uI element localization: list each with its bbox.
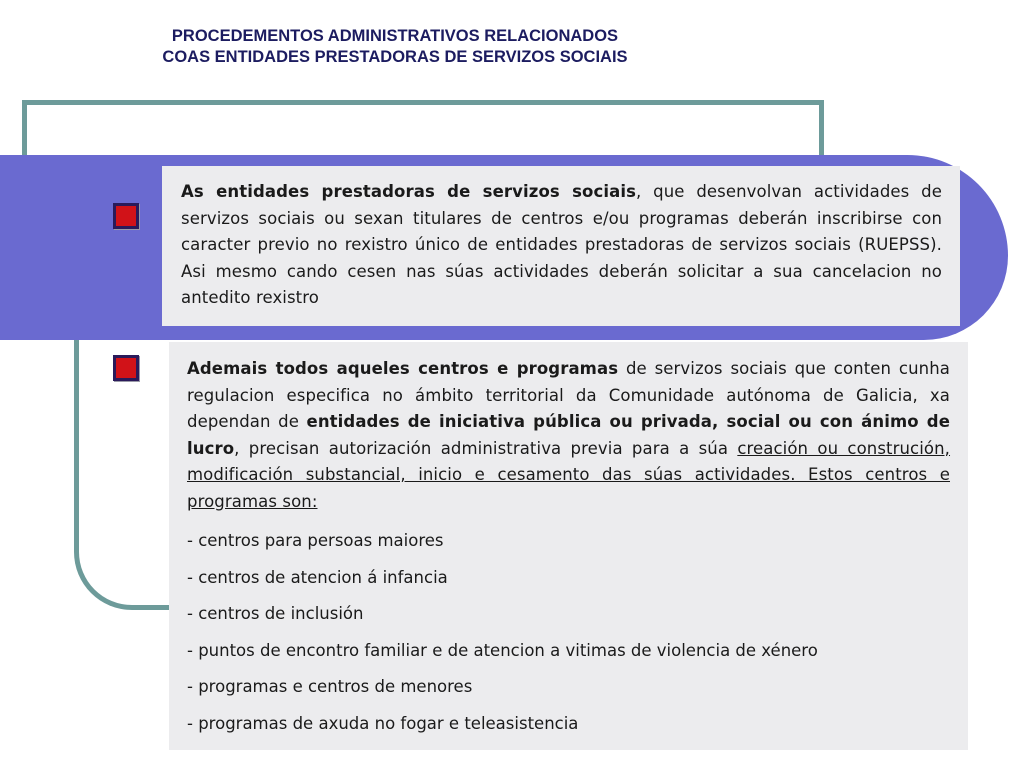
list-item: - centros de atencion á infancia xyxy=(187,567,448,587)
initiative-bold-text: entidades de iniciativa pública ou privada, social ou con ánimo de lucro xyxy=(187,412,950,458)
authorization-info-box xyxy=(169,342,968,750)
registration-info-box xyxy=(162,166,960,326)
page-title xyxy=(0,26,790,68)
centers-bold-text: Ademais todos aqueles centros e programas xyxy=(187,359,619,378)
authorization-text-2: , precisan autorización administrativa previa para a súa xyxy=(234,438,738,458)
entities-bold-text: As entidades prestadoras de servizos sociais xyxy=(181,182,637,201)
authorization-paragraph xyxy=(187,356,950,515)
title-line-2: COAS ENTIDADES PRESTADORAS DE SERVIZOS SOCIAIS xyxy=(162,48,628,66)
red-square-bullet-icon xyxy=(113,355,139,381)
underlined-text: creación ou construción, modificación substancial, inicio e cesamento das súas actividades. Estos centros e programas son: xyxy=(187,438,951,511)
list-item: - puntos de encontro familiar e de atencion a vitimas de violencia de xénero xyxy=(187,640,818,660)
list-item: - centros de inclusión xyxy=(187,604,364,623)
title-line-1: PROCEDEMENTOS ADMINISTRATIVOS RELACIONADOS xyxy=(171,27,619,45)
list-item: - programas e centros de menores xyxy=(187,677,473,696)
registration-text: , que desenvolvan actividades de servizos sociais ou sexan titulares de centros e/ou programas deberán inscribirse con caracter previo no rexistro único de entidades prestadoras de servizos sociais (RUEPSS). Asi mesmo cando cesen nas súas actividades deberán solicitar a sua cancelacion no antedito rexistro xyxy=(181,182,942,307)
list-item: - centros para persoas maiores xyxy=(187,531,444,550)
list-item: - programas de axuda no fogar e teleasistencia xyxy=(187,713,579,733)
centers-list xyxy=(187,523,950,742)
red-square-bullet-icon xyxy=(113,203,139,229)
registration-paragraph xyxy=(181,179,942,312)
authorization-text-1: de servizos sociais que conten cunha regulacion especifica no ámbito territorial da Comunidade autónoma de Galicia, xa dependan de xyxy=(187,359,950,431)
